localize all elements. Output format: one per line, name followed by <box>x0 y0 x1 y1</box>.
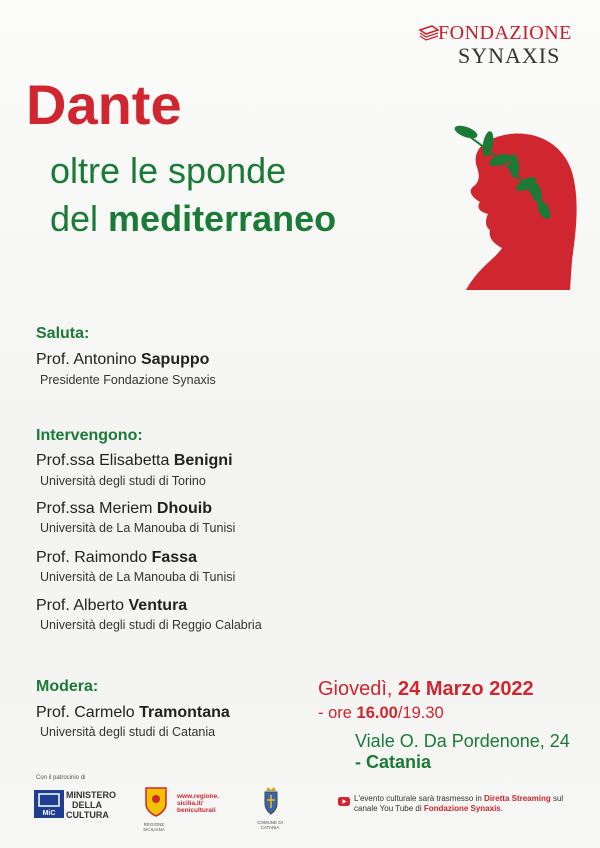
stream-bold2: Fondazione Synaxis <box>423 804 501 813</box>
partners-label: Con il patrocinio di <box>36 775 86 781</box>
stream-bold1: Diretta Streaming <box>484 794 551 803</box>
page-title: Dante <box>26 73 182 136</box>
speaker-name <box>36 549 197 567</box>
ministero-cultura-name <box>66 790 116 820</box>
stream-end: . <box>500 804 503 813</box>
modera-heading: Modera: <box>36 678 99 695</box>
person-title: Prof. Raimondo <box>36 549 152 566</box>
saluta-heading: Saluta: <box>36 325 90 342</box>
person-surname: Fassa <box>151 549 197 566</box>
intervengono-heading: Intervengono: <box>36 427 143 444</box>
mic-line1: MINISTERO <box>66 790 117 800</box>
moderator-affiliation: Università degli studi di Catania <box>40 725 216 739</box>
person-surname: Ventura <box>128 597 188 614</box>
subtitle-line2-pre: del <box>50 198 109 239</box>
speaker-name <box>36 500 212 518</box>
stream-pre: L'evento culturale sarà trasmesso in <box>354 794 485 803</box>
person-title: Prof. Carmelo <box>36 704 140 721</box>
event-day: Giovedì, <box>318 678 399 700</box>
event-time <box>318 704 444 723</box>
person-surname: Dhouib <box>156 500 213 517</box>
book-icon <box>418 24 440 46</box>
person-title: Prof.ssa Elisabetta <box>36 452 174 469</box>
person-title: Prof. Antonino <box>36 351 141 368</box>
fondazione-synaxis-logo <box>418 22 578 70</box>
ministero-cultura-logo <box>34 790 64 818</box>
event-time-start: 16.00 <box>356 704 398 722</box>
dante-profile-illustration <box>448 120 578 295</box>
subtitle-line1: oltre le sponde <box>50 150 287 191</box>
logo-line2: SYNAXIS <box>458 43 561 68</box>
stream-mid: sul canale You Tube di <box>354 794 564 813</box>
subtitle-line2 <box>50 198 336 240</box>
saluta-person-name <box>36 351 209 369</box>
moderator-name <box>36 704 230 722</box>
person-title: Prof. Alberto <box>36 597 129 614</box>
speaker-name <box>36 597 187 615</box>
event-city: - Catania <box>355 752 432 772</box>
logo-line1: FONDAZIONE <box>438 22 572 44</box>
comune-catania-crest <box>262 786 280 816</box>
speaker-affiliation: Università de La Manouba di Tunisi <box>40 570 236 584</box>
regione-siciliana-emblem <box>144 786 168 818</box>
bc-line3: beniculturali <box>177 807 216 814</box>
speaker-affiliation: Università degli studi di Torino <box>40 474 206 488</box>
saluta-person-affiliation: Presidente Fondazione Synaxis <box>40 373 216 387</box>
mic-abbr: MiC <box>42 810 56 817</box>
streaming-info <box>354 794 586 814</box>
event-time-end: /19.30 <box>397 704 444 722</box>
subtitle-line2-bold: mediterraneo <box>108 198 337 239</box>
youtube-icon <box>338 797 350 806</box>
mic-line2: DELLA <box>72 800 102 810</box>
bc-line1: www.regione. <box>177 793 220 800</box>
person-title: Prof.ssa Meriem <box>36 500 157 517</box>
speaker-affiliation: Università de La Manouba di Tunisi <box>40 521 236 535</box>
beniculturali-link[interactable] <box>177 793 233 814</box>
event-date <box>318 678 534 701</box>
event-date-value: 24 Marzo 2022 <box>398 678 534 700</box>
bc-line2: sicilia.it/ <box>177 800 203 807</box>
event-address: Viale O. Da Pordenone, 24 <box>355 731 570 751</box>
person-surname: Sapuppo <box>140 351 210 368</box>
comune-catania-label: COMUNE DI CATANIA <box>257 820 283 830</box>
person-surname: Benigni <box>173 452 233 469</box>
mic-line3: CULTURA <box>66 810 109 820</box>
person-surname: Tramontana <box>139 704 230 721</box>
event-time-pre: - ore <box>318 704 357 722</box>
speaker-name <box>36 452 233 470</box>
regione-siciliana-label: REGIONE SICILIANA <box>143 822 165 832</box>
speaker-affiliation: Università degli studi di Reggio Calabria <box>40 618 262 632</box>
